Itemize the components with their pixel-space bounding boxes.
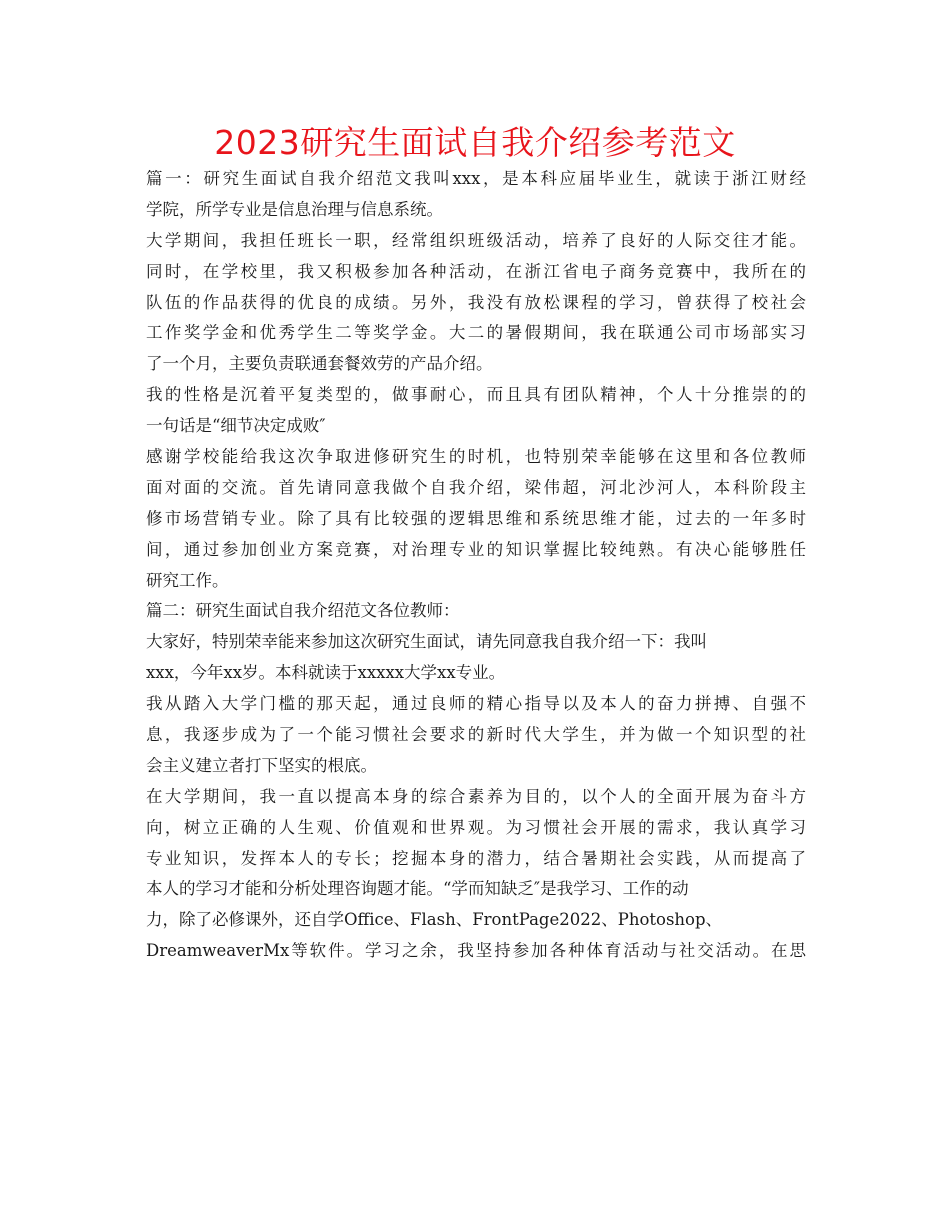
- body-text-line: 同时，在学校里，我又积极参加各种活动，在浙江省电子商务竞赛中，我所在的: [146, 261, 806, 281]
- document-body: [146, 164, 806, 967]
- body-text-line: 我从踏入大学门槛的那天起，通过良师的精心指导以及本人的奋力拼搏、自强不: [146, 694, 806, 714]
- body-text-line: 大家好，特别荣幸能来参加这次研究生面试，请先同意我自我介绍一下：我叫: [146, 632, 707, 652]
- body-text-line: 修市场营销专业。除了具有比较强的逻辑思维和系统思维才能，过去的一年多时: [146, 508, 806, 528]
- body-text-line: 我的性格是沉着平复类型的，做事耐心，而且具有团队精神，个人十分推崇的的: [146, 385, 806, 405]
- body-text-line: 研究工作。: [146, 570, 229, 590]
- body-text-line: xxx，今年xx岁。本科就读于xxxxx大学xx专业。: [146, 663, 506, 683]
- body-text-line: 学院，所学专业是信息治理与信息系统。: [146, 199, 443, 219]
- body-text-line: 力，除了必修课外，还自学Office、Flash、FrontPage2022、Photoshop、: [146, 910, 723, 930]
- body-text-line: 篇二：研究生面试自我介绍范文各位教师：: [146, 601, 460, 621]
- document-title: 2023研究生面试自我介绍参考范文: [214, 123, 736, 162]
- body-text-line: 息，我逐步成为了一个能习惯社会要求的新时代大学生，并为做一个知识型的社: [146, 725, 806, 745]
- body-text-line: 面对面的交流。首先请同意我做个自我介绍，梁伟超，河北沙河人，本科阶段主: [146, 477, 806, 497]
- body-text-line: 在大学期间，我一直以提高本身的综合素养为目的，以个人的全面开展为奋斗方: [146, 786, 806, 806]
- body-text-line: 大学期间，我担任班长一职，经常组织班级活动，培养了良好的人际交往才能。: [146, 230, 806, 250]
- body-text-line: 感谢学校能给我这次争取进修研究生的时机，也特别荣幸能够在这里和各位教师: [146, 447, 806, 467]
- body-text-line: 一句话是“细节决定成败″: [146, 416, 326, 436]
- body-text-line: 间，通过参加创业方案竞赛，对治理专业的知识掌握比较纯熟。有决心能够胜任: [146, 539, 806, 559]
- body-text-line: 队伍的作品获得的优良的成绩。另外，我没有放松课程的学习，曾获得了校社会: [146, 292, 806, 312]
- body-text-line: 专业知识，发挥本人的专长；挖掘本身的潜力，结合暑期社会实践，从而提高了: [146, 848, 806, 868]
- body-text-line: 本人的学习才能和分析处理咨询题才能。“学而知缺乏″是我学习、工作的动: [146, 879, 689, 899]
- body-text-line: 会主义建立者打下坚实的根底。: [146, 755, 377, 775]
- body-text-line: 向，树立正确的人生观、价值观和世界观。为习惯社会开展的需求，我认真学习: [146, 817, 806, 837]
- body-text-line: DreamweaverMx等软件。学习之余，我坚持参加各种体育活动与社交活动。在思: [146, 941, 806, 961]
- body-text-line: 篇一：研究生面试自我介绍范文我叫xxx，是本科应届毕业生，就读于浙江财经: [146, 169, 806, 188]
- body-text-line: 工作奖学金和优秀学生二等奖学金。大二的暑假期间，我在联通公司市场部实习: [146, 323, 806, 343]
- body-text-line: 了一个月，主要负责联通套餐效劳的产品介绍。: [146, 354, 493, 374]
